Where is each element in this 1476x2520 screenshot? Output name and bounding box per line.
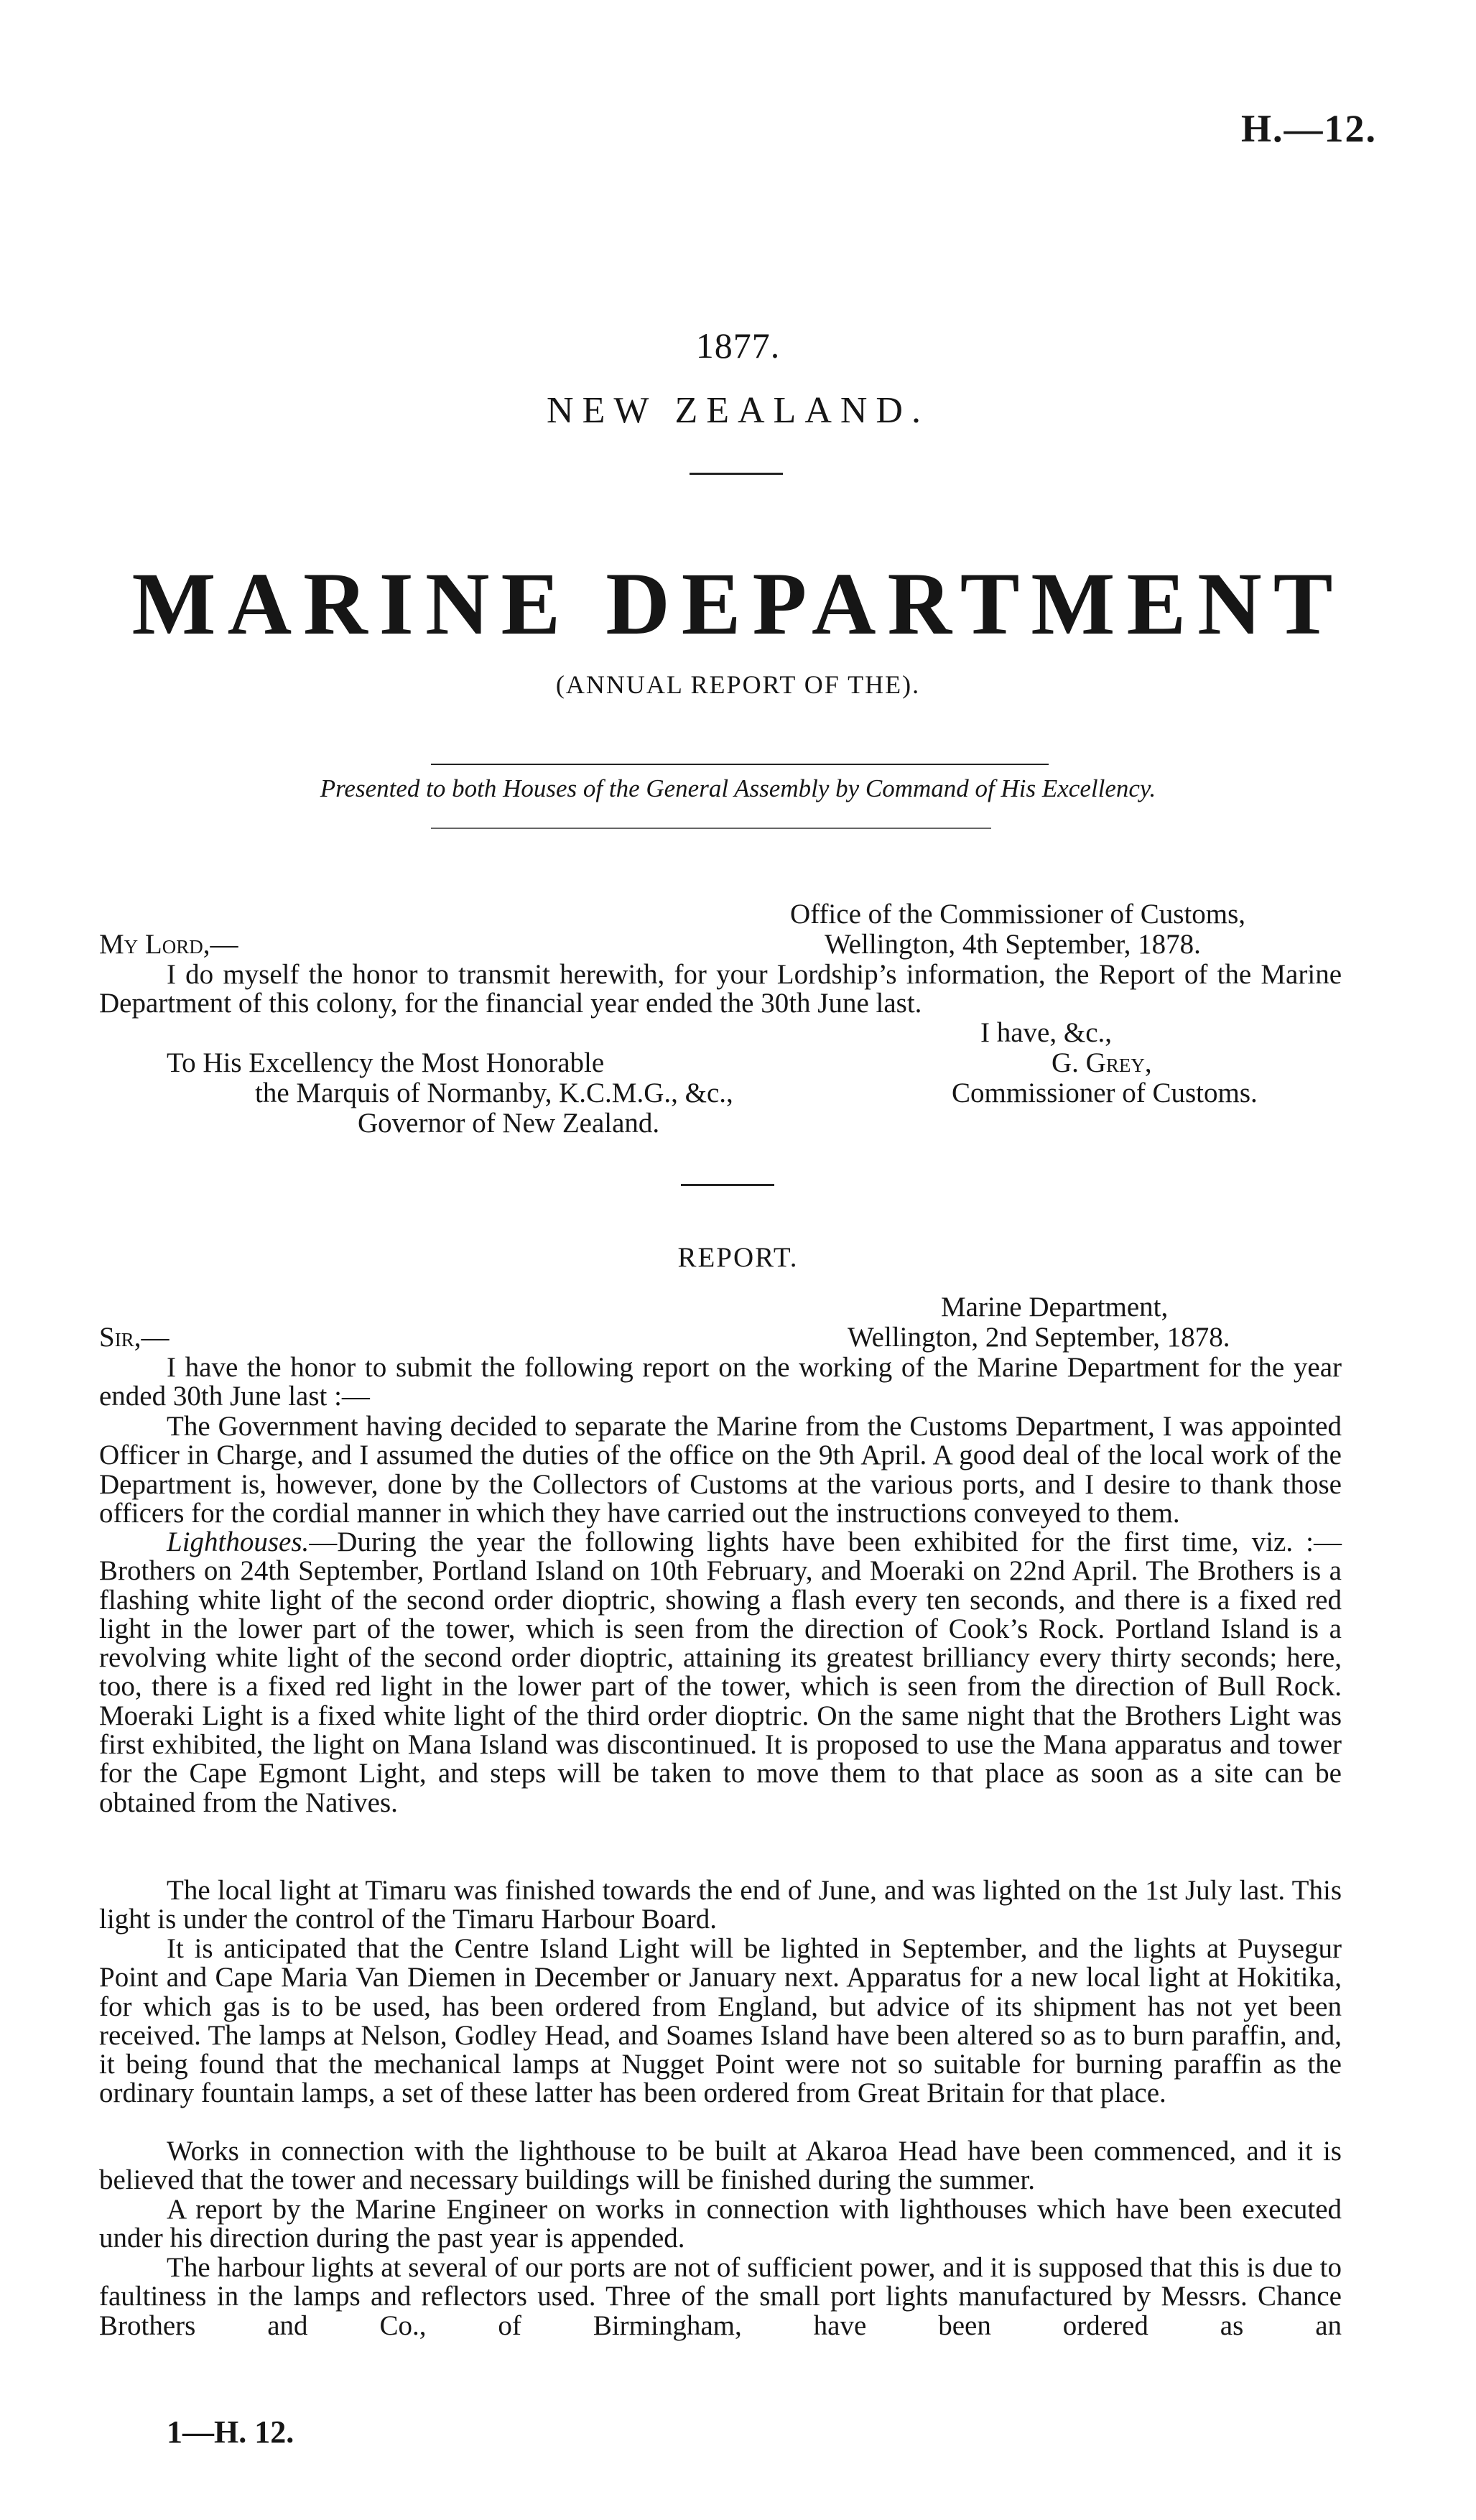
report-heading: REPORT. <box>677 1242 799 1273</box>
footer-signature: 1—H. 12. <box>167 2414 294 2450</box>
letter-addressee-line3: Governor of New Zealand. <box>358 1108 660 1139</box>
letter-closing: I have, &c., <box>980 1017 1113 1048</box>
report-paragraph: A report by the Marine Engineer on works in connection with lighthouses which have been executed under his direction during the past year is appended. <box>99 2194 1342 2254</box>
report-title: MARINE DEPARTMENT <box>131 555 1345 653</box>
presented-bottom-rule <box>431 828 991 829</box>
letter-office-line2: Wellington, 4th September, 1878. <box>825 929 1201 960</box>
letter-salutation <box>99 930 238 960</box>
presented-top-rule <box>431 764 1049 765</box>
short-divider <box>690 473 783 475</box>
report-paragraph: I have the honor to submit the following report on the working of the Marine Department for the year ended 30th June last :— <box>99 1352 1342 1412</box>
report-from-line1: Marine Department, <box>941 1292 1169 1322</box>
letter-salutation-text: My Lord,— <box>99 929 238 960</box>
report-paragraph-lighthouses: Lighthouses.—During the year the following lights have been exhibited for the first time, viz. :—Brothers on 24th September, Portland Island on 10th February, and Moeraki on 22nd April. The Brothers is a flashing white light of the second order dioptric, showing a flash every ten seconds, and there is a fixed red light in the lower part of the tower, which is seen from the direction of Cook’s Rock. Portland Island is a revolving white light of the second order dioptric, attaining its greatest brilliancy every thirty seconds; here, too, there is a fixed red light in the lower part of the tower, which is seen from the direction of Bull Rock. Moeraki Light is a fixed white light of the third order dioptric. On the same night that the Brothers Light was first exhibited, the light on Mana Island was discontinued. It is proposed to use the Mana apparatus and tower for the Cape Egmont Light, and steps will be taken to move them to that place as soon as a site can be obtained from the Natives. <box>99 1527 1342 1818</box>
report-paragraph: The local light at Timaru was finished towards the end of June, and was lighted on the 1st July last. This light is under the control of the Timaru Harbour Board. <box>99 1875 1342 1935</box>
lighthouses-lead: Lighthouses. <box>167 1527 310 1557</box>
report-paragraph: The harbour lights at several of our ports are not of sufficient power, and it is supposed that this is due to faultiness in the lamps and reflectors used. Three of the small port lights manufactured by Messrs. Chance Brothers and Co., of Birmingham, have been ordered as an <box>99 2252 1342 2341</box>
report-salutation-text: Sir,— <box>99 1322 170 1353</box>
letter-addressee-line2: the Marquis of Normanby, K.C.M.G., &c., <box>255 1078 733 1108</box>
presented-line: Presented to both Houses of the General Assembly by Command of His Excellency. <box>320 774 1156 802</box>
report-from-line2: Wellington, 2nd September, 1878. <box>848 1322 1230 1353</box>
letter-body: I do myself the honor to transmit herewith, for your Lordship’s information, the Report of the Marine Department of this colony, for the financial year ended the 30th June last. <box>99 959 1342 1019</box>
paper-reference: H.—12. <box>1240 107 1377 150</box>
report-paragraph: It is anticipated that the Centre Island Light will be lighted in September, and the lights at Puysegur Point and Cape Maria Van Diemen in December or January next. Apparatus for a new local light at Hokitika, for which gas is to be used, has been ordered from England, but advice of its shipment has not yet been received. The lamps at Nelson, Godley Head, and Soames Island have been altered so as to burn paraffin, and, it being found that the mechanical lamps at Nugget Point were not so suitable for burning paraffin as the ordinary fountain lamps, a set of these latter has been ordered from Great Britain for that place. <box>99 1933 1342 2109</box>
letter-divider <box>681 1184 774 1186</box>
report-year: 1877. <box>695 325 781 366</box>
letter-signer-name: G. Grey, <box>1052 1047 1152 1078</box>
report-paragraph: Works in connection with the lighthouse to be built at Akaroa Head have been commenced, and it is believed that the tower and necessary buildings will be finished during the summer. <box>99 2136 1342 2196</box>
report-subtitle: (ANNUAL REPORT OF THE). <box>555 670 921 699</box>
letter-signer-title: Commissioner of Customs. <box>952 1078 1258 1108</box>
letter-office-line1: Office of the Commissioner of Customs, <box>790 899 1246 930</box>
report-salutation <box>99 1323 169 1353</box>
country-heading: NEW ZEALAND. <box>547 390 929 431</box>
letter-addressee-line1: To His Excellency the Most Honorable <box>167 1047 605 1078</box>
report-paragraph: The Government having decided to separate the Marine from the Customs Department, I was appointed Officer in Charge, and I assumed the duties of the office on the 9th April. A good deal of the local work of the Department is, however, done by the Collectors of Customs at the various ports, and I desire to thank those officers for the cordial manner in which they have carried out the instructions conveyed to them. <box>99 1411 1342 1529</box>
